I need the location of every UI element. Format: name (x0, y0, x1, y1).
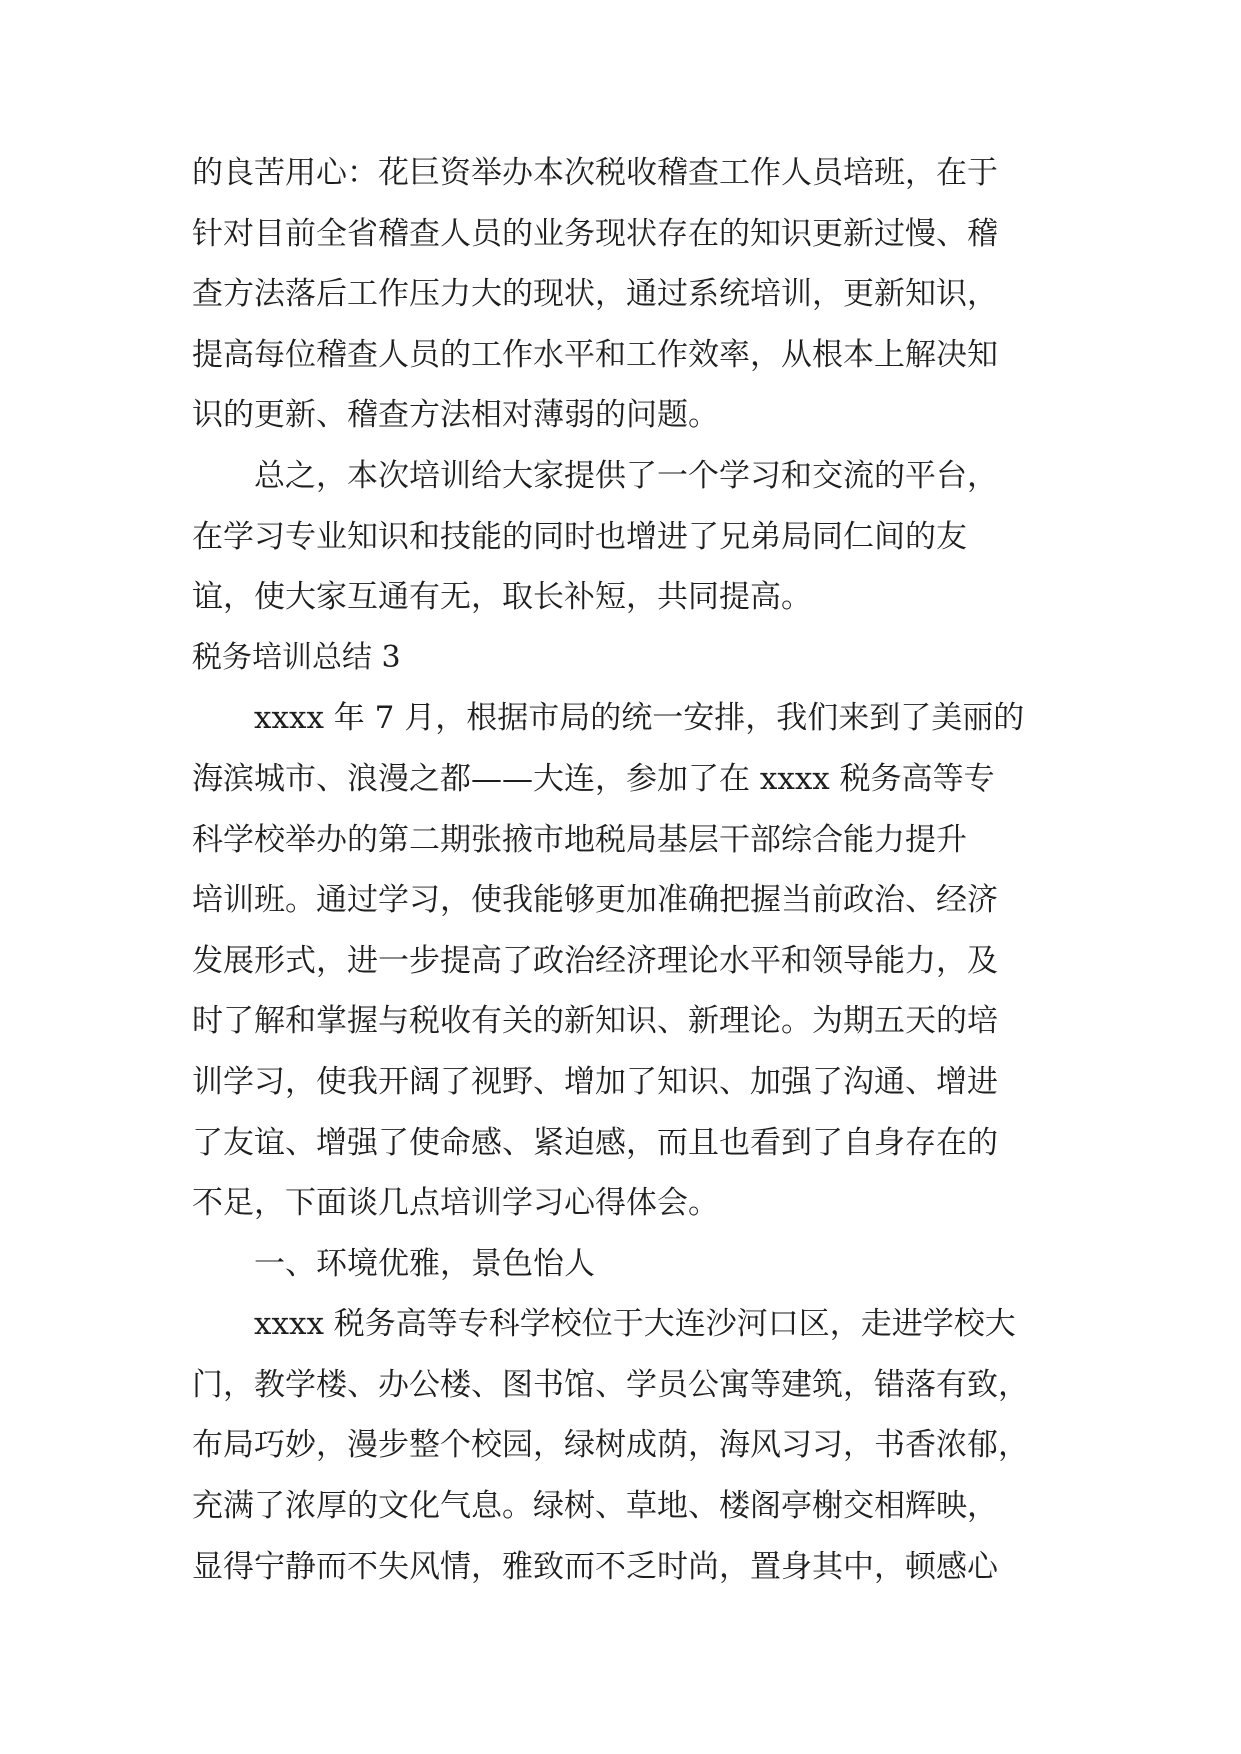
text-line: 培训班。通过学习，使我能够更加准确把握当前政治、经济 (192, 882, 998, 919)
text-line: 针对目前全省稽查人员的业务现状存在的知识更新过慢、稽 (192, 215, 998, 252)
text-line: 识的更新、稽查方法相对薄弱的问题。 (192, 397, 719, 434)
text-line: 发展形式，进一步提高了政治经济理论水平和领导能力，及 (192, 942, 998, 979)
text-line: 充满了浓厚的文化气息。绿树、草地、楼阁亭榭交相辉映， (192, 1488, 998, 1525)
text-line: xxxx 年 7 月，根据市局的统一安排，我们来到了美丽的 (254, 700, 1025, 737)
text-line: xxxx 税务高等专科学校位于大连沙河口区，走进学校大 (254, 1306, 1016, 1343)
section-heading: 税务培训总结 3 (192, 639, 401, 675)
text-line: 布局巧妙，漫步整个校园，绿树成荫，海风习习，书香浓郁， (192, 1427, 1029, 1464)
text-line: 的良苦用心：花巨资举办本次税收稽查工作人员培班，在于 (192, 155, 998, 191)
text-line: 时了解和掌握与税收有关的新知识、新理论。为期五天的培 (192, 1003, 998, 1040)
text-line: 显得宁静而不失风情，雅致而不乏时尚，置身其中，顿感心 (192, 1548, 998, 1585)
text-line: 总之，本次培训给大家提供了一个学习和交流的平台， (254, 457, 998, 494)
text-line: 在学习专业知识和技能的同时也增进了兄弟局同仁间的友 (192, 518, 967, 555)
text-line: 提高每位稽查人员的工作水平和工作效率，从根本上解决知 (192, 336, 998, 373)
text-line: 门，教学楼、办公楼、图书馆、学员公寓等建筑，错落有致， (192, 1366, 1029, 1403)
text-line: 科学校举办的第二期张掖市地税局基层干部综合能力提升 (192, 821, 967, 858)
text-line: 一、环境优雅，景色怡人 (254, 1245, 595, 1282)
text-line: 谊，使大家互通有无，取长补短，共同提高。 (192, 579, 812, 616)
text-line: 了友谊、增强了使命感、紧迫感，而且也看到了自身存在的 (192, 1124, 998, 1161)
text-line: 不足，下面谈几点培训学习心得体会。 (192, 1185, 719, 1222)
text-line: 训学习，使我开阔了视野、增加了知识、加强了沟通、增进 (192, 1063, 998, 1100)
text-line: 海滨城市、浪漫之都——大连，参加了在 xxxx 税务高等专 (192, 760, 995, 797)
text-line: 查方法落后工作压力大的现状，通过系统培训，更新知识， (192, 276, 998, 313)
document-body (192, 143, 1072, 1597)
